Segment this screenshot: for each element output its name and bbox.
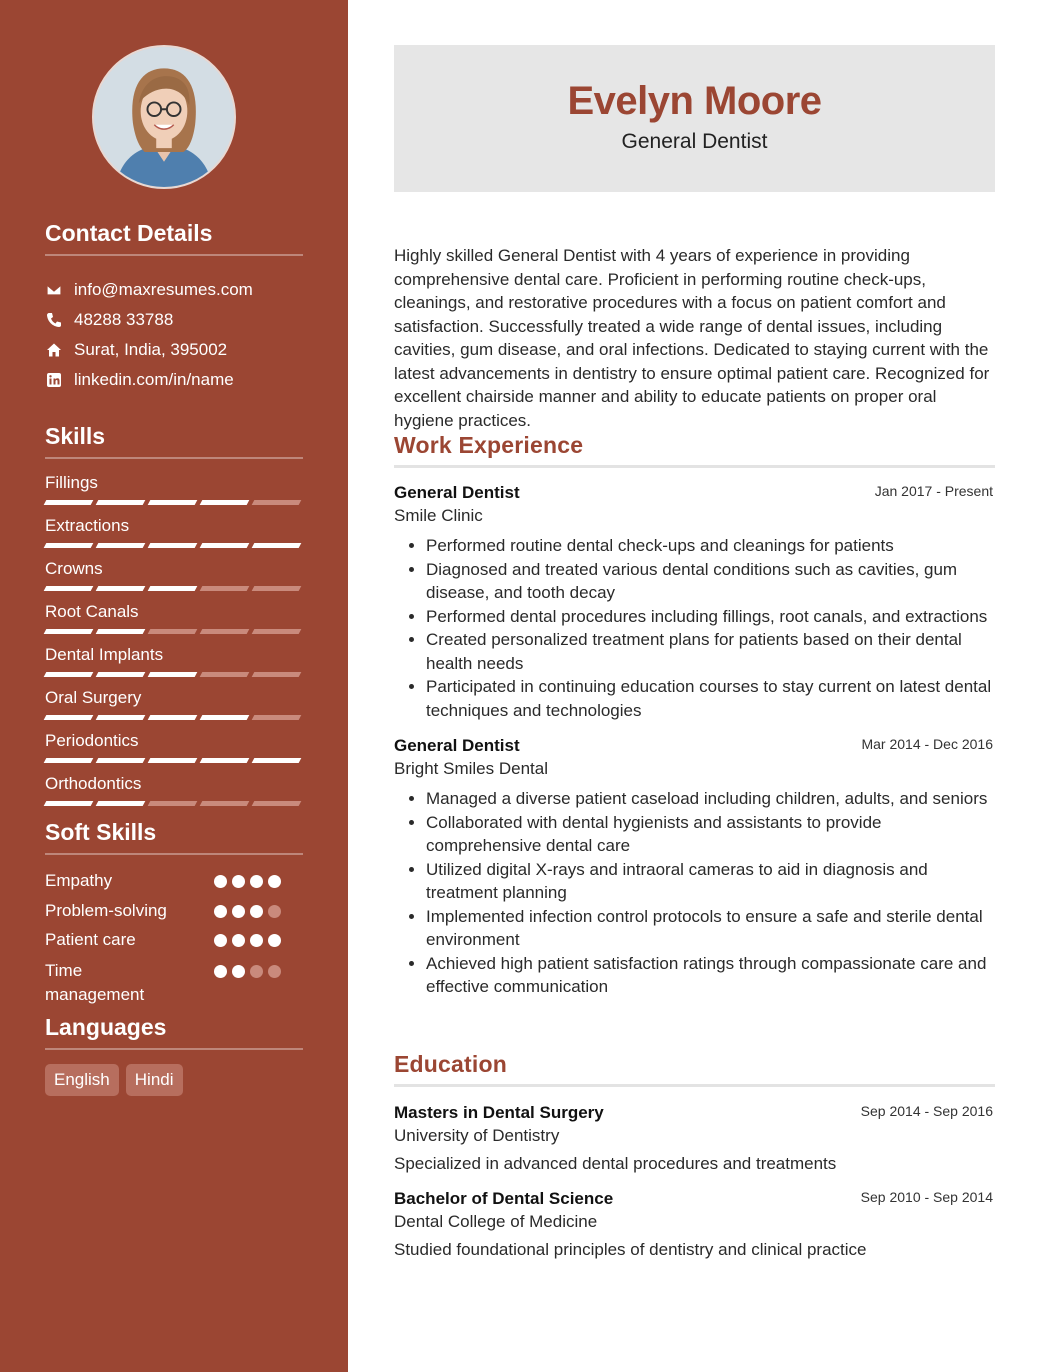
skill-level-segment xyxy=(252,715,302,720)
contact-email[interactable] xyxy=(45,275,303,305)
soft-skill-name: Empathy xyxy=(45,871,113,890)
soft-skill-row xyxy=(45,928,303,952)
education-heading: Education xyxy=(394,1051,995,1087)
job-bullet: • Created personalized treatment plans for patients based on their dental health needs xyxy=(426,628,995,675)
job-bullet: • Collaborated with dental hygienists and assistants to provide comprehensive dental care xyxy=(426,811,995,858)
skill-level-segment xyxy=(44,801,94,806)
skill-level-segment xyxy=(44,586,94,591)
job-bullet: • Implemented infection control protocols to ensure a safe and sterile dental environment xyxy=(426,905,995,952)
skill-level-bar xyxy=(45,801,300,806)
skill-name: Extractions xyxy=(45,516,130,535)
skill-level-segment xyxy=(96,758,146,763)
soft-skill-dot xyxy=(268,965,281,978)
skill-level-segment xyxy=(96,500,146,505)
skill-level-bar xyxy=(45,500,300,505)
skill-row xyxy=(45,639,303,682)
work-experience-section xyxy=(394,432,995,999)
soft-skill-dots xyxy=(214,905,281,918)
contact-email-text: info@maxresumes.com xyxy=(74,280,253,299)
soft-skills-list xyxy=(45,869,303,1019)
skill-level-segment xyxy=(200,500,250,505)
soft-skills-section xyxy=(45,819,303,1019)
skill-level-bar xyxy=(45,629,300,634)
skill-level-bar xyxy=(45,543,300,548)
skill-level-segment xyxy=(96,801,146,806)
skill-level-segment xyxy=(44,758,94,763)
skill-level-segment xyxy=(148,715,198,720)
skill-level-segment xyxy=(44,629,94,634)
skill-level-segment xyxy=(200,543,250,548)
job-dates: Mar 2014 - Dec 2016 xyxy=(861,736,993,752)
job-company: Bright Smiles Dental xyxy=(394,759,549,778)
education-dates: Sep 2014 - Sep 2016 xyxy=(860,1103,993,1119)
education-description: Specialized in advanced dental procedures and treatments xyxy=(394,1154,837,1173)
degree-title: Masters in Dental Surgery xyxy=(394,1103,604,1122)
skill-level-segment xyxy=(96,672,146,677)
contact-heading: Contact Details xyxy=(45,220,303,256)
soft-skill-dots xyxy=(214,875,281,888)
job-entry xyxy=(394,483,995,722)
linkedin-icon xyxy=(45,371,63,389)
skill-level-segment xyxy=(44,500,94,505)
languages-heading: Languages xyxy=(45,1014,303,1050)
soft-skill-dot xyxy=(268,905,281,918)
degree-title: Bachelor of Dental Science xyxy=(394,1189,614,1208)
skills-section xyxy=(45,423,303,811)
skill-level-segment xyxy=(148,672,198,677)
soft-skill-dot xyxy=(232,965,245,978)
soft-skill-dot xyxy=(250,905,263,918)
language-tag: English xyxy=(45,1064,119,1096)
soft-skill-dot xyxy=(250,934,263,947)
skill-level-segment xyxy=(200,758,250,763)
education-section xyxy=(394,1051,995,1260)
skill-level-segment xyxy=(200,715,250,720)
skill-row xyxy=(45,596,303,639)
soft-skills-heading: Soft Skills xyxy=(45,819,303,855)
soft-skill-dot xyxy=(214,905,227,918)
contact-phone-text: 48288 33788 xyxy=(74,310,174,329)
education-description: Studied foundational principles of dentistry and clinical practice xyxy=(394,1240,867,1259)
job-bullet: • Utilized digital X-rays and intraoral cameras to aid in diagnosis and treatment planning xyxy=(426,858,995,905)
sidebar xyxy=(0,0,348,1372)
skill-level-segment xyxy=(148,586,198,591)
contact-phone[interactable] xyxy=(45,305,303,335)
skill-level-segment xyxy=(148,543,198,548)
soft-skill-dot xyxy=(232,934,245,947)
skill-name: Crowns xyxy=(45,559,103,578)
skill-level-bar xyxy=(45,715,300,720)
skill-name: Fillings xyxy=(45,473,98,492)
skill-level-segment xyxy=(148,801,198,806)
skill-level-bar xyxy=(45,672,300,677)
job-bullet: • Participated in continuing education courses to stay current on latest dental techniques and technologies xyxy=(426,675,995,722)
skill-level-segment xyxy=(96,586,146,591)
contact-section xyxy=(45,220,303,395)
skill-level-segment xyxy=(96,715,146,720)
soft-skill-dot xyxy=(232,875,245,888)
soft-skill-row xyxy=(45,959,303,1007)
skill-level-bar xyxy=(45,586,300,591)
job-title: General Dentist xyxy=(394,736,520,755)
skill-level-segment xyxy=(252,629,302,634)
skill-row xyxy=(45,510,303,553)
contact-address-text: Surat, India, 395002 xyxy=(74,340,228,359)
job-bullet: • Managed a diverse patient caseload including children, adults, and seniors xyxy=(426,787,995,811)
skill-row xyxy=(45,768,303,811)
envelope-icon xyxy=(45,281,63,299)
skill-level-segment xyxy=(252,500,302,505)
language-tags xyxy=(45,1064,303,1096)
profile-summary: Highly skilled General Dentist with 4 years of experience in providing comprehensive dental care. Proficient in performing routine check-ups, cleanings, and restorative procedures with a focus on patient comfort and satisfaction. Successfully treated a wide range of dental issues, including cavities, gum disease, and oral infections. Dedicated to staying current with the latest advancements in dentistry to ensure optimal patient care. Recognized for excellent chairside manner and ability to educate patients on proper oral hygiene practices. xyxy=(394,246,990,430)
soft-skill-name: Patient care xyxy=(45,930,136,949)
school-name: University of Dentistry xyxy=(394,1126,560,1145)
profile-photo xyxy=(92,45,236,189)
skill-level-segment xyxy=(252,586,302,591)
skill-row xyxy=(45,467,303,510)
job-company: Smile Clinic xyxy=(394,506,483,525)
job-bullet: • Achieved high patient satisfaction ratings through compassionate care and effective communication xyxy=(426,952,995,999)
soft-skill-dot xyxy=(250,875,263,888)
person-name: Evelyn Moore xyxy=(567,79,822,123)
job-entry xyxy=(394,736,995,999)
skill-row xyxy=(45,553,303,596)
soft-skill-dot xyxy=(214,875,227,888)
school-name: Dental College of Medicine xyxy=(394,1212,598,1231)
skill-row xyxy=(45,682,303,725)
person-title: General Dentist xyxy=(621,130,768,153)
skill-level-segment xyxy=(252,672,302,677)
skills-heading: Skills xyxy=(45,423,303,459)
skill-level-segment xyxy=(96,629,146,634)
soft-skill-dot xyxy=(268,875,281,888)
job-bullet: • Diagnosed and treated various dental conditions such as cavities, gum disease, and tooth decay xyxy=(426,558,995,605)
soft-skill-dot xyxy=(214,934,227,947)
soft-skill-dot xyxy=(268,934,281,947)
job-bullet: • Performed dental procedures including fillings, root canals, and extractions xyxy=(426,605,995,629)
skill-name: Root Canals xyxy=(45,602,139,621)
skill-level-segment xyxy=(148,758,198,763)
name-header xyxy=(394,45,995,192)
home-icon xyxy=(45,341,63,359)
job-title: General Dentist xyxy=(394,483,520,502)
soft-skill-row xyxy=(45,869,303,893)
skill-name: Dental Implants xyxy=(45,645,164,664)
skill-level-segment xyxy=(96,543,146,548)
skill-level-segment xyxy=(252,801,302,806)
skill-level-segment xyxy=(200,801,250,806)
profile-photo-illustration xyxy=(94,47,234,187)
skill-name: Orthodontics xyxy=(45,774,142,793)
education-entry xyxy=(394,1189,995,1260)
contact-linkedin-text: linkedin.com/in/name xyxy=(74,370,234,389)
skill-level-segment xyxy=(44,672,94,677)
job-bullet: • Performed routine dental check-ups and cleanings for patients xyxy=(426,534,995,558)
soft-skill-dot xyxy=(232,905,245,918)
skill-level-segment xyxy=(200,629,250,634)
job-bullets xyxy=(394,787,995,999)
skill-level-segment xyxy=(44,715,94,720)
skill-level-bar xyxy=(45,758,300,763)
job-bullets xyxy=(394,534,995,722)
skill-row xyxy=(45,725,303,768)
contact-linkedin[interactable] xyxy=(45,365,303,395)
skill-name: Oral Surgery xyxy=(45,688,142,707)
work-experience-heading: Work Experience xyxy=(394,432,995,468)
contact-list xyxy=(45,275,303,395)
soft-skill-dots xyxy=(214,934,281,947)
contact-address xyxy=(45,335,303,365)
soft-skill-name: Time management xyxy=(45,961,145,1004)
soft-skill-dot xyxy=(250,965,263,978)
job-dates: Jan 2017 - Present xyxy=(874,483,993,499)
skills-list xyxy=(45,467,303,811)
skill-level-segment xyxy=(200,672,250,677)
skill-level-segment xyxy=(44,543,94,548)
skill-level-segment xyxy=(252,543,302,548)
soft-skill-name: Problem-solving xyxy=(45,901,167,920)
language-tag: Hindi xyxy=(126,1064,183,1096)
languages-section xyxy=(45,1014,303,1096)
skill-level-segment xyxy=(148,629,198,634)
skill-name: Periodontics xyxy=(45,731,139,750)
soft-skill-dots xyxy=(214,965,281,978)
education-entry xyxy=(394,1103,995,1174)
skill-level-segment xyxy=(252,758,302,763)
soft-skill-dot xyxy=(214,965,227,978)
skill-level-segment xyxy=(148,500,198,505)
education-dates: Sep 2010 - Sep 2014 xyxy=(860,1189,993,1205)
skill-level-segment xyxy=(200,586,250,591)
soft-skill-row xyxy=(45,899,303,923)
phone-icon xyxy=(45,311,63,329)
